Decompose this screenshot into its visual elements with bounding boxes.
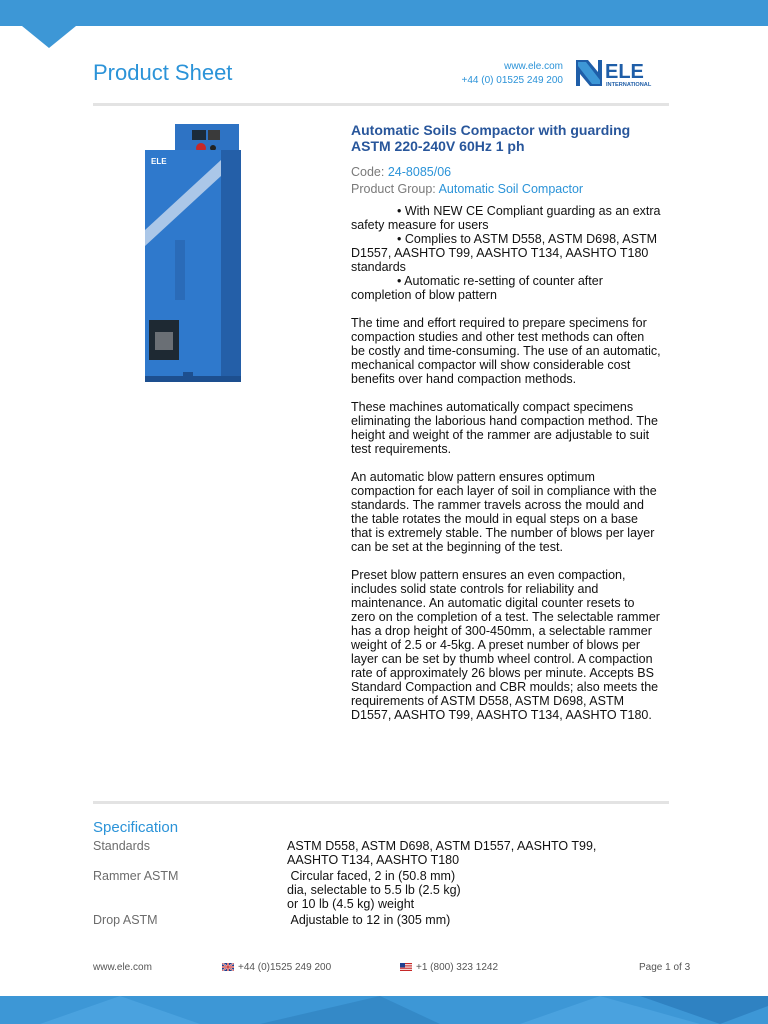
header-bar (0, 0, 768, 26)
us-flag-icon (400, 963, 412, 971)
feature-item: • With NEW CE Compliant guarding as an extra safety measure for users (351, 204, 661, 232)
page-title: Product Sheet (93, 60, 233, 85)
group-label: Product Group: (351, 182, 436, 196)
spec-value: Circular faced, 2 in (50.8 mm) dia, selectable to 5.5 lb (2.5 kg) or 10 lb (4.5 kg) weight (287, 869, 465, 911)
header-notch (22, 26, 76, 48)
spec-value: Adjustable to 12 in (305 mm) (287, 913, 451, 927)
logo-subtext: INTERNATIONAL (606, 82, 652, 88)
product-group-line (351, 181, 661, 198)
spec-label: Standards (93, 839, 150, 853)
specification-heading: Specification (93, 819, 179, 836)
product-title: Automatic Soils Compactor with guarding ASTM 220-240V 60Hz 1 ph (351, 122, 631, 154)
machine-label: ELE (151, 157, 167, 166)
footer-website-link[interactable]: www.ele.com (93, 962, 152, 973)
footer-bar (0, 996, 768, 1024)
feature-item: • Complies to ASTM D558, ASTM D698, ASTM D1557, AASHTO T99, AASHTO T134, AASHTO T180 standards (351, 232, 658, 274)
product-code-line (351, 164, 661, 181)
footer-pattern (0, 996, 768, 1024)
product-image (93, 120, 308, 385)
footer-us-phone (400, 962, 498, 973)
description-paragraph: These machines automatically compact specimens eliminating the laborious hand compaction method. The height and weight of the rammer are adjustable to suit test requirements. (351, 400, 658, 456)
page-number: Page 1 of 3 (639, 962, 691, 973)
header-website-link[interactable]: www.ele.com (504, 61, 563, 72)
feature-list (351, 204, 661, 302)
spec-label: Drop ASTM (93, 913, 158, 927)
us-phone-text: +1 (800) 323 1242 (416, 962, 499, 973)
description-paragraph: The time and effort required to prepare specimens for compaction studies and other test methods can often be costly and time-consuming. The use of an automatic, mechanical compactor will show considerable cost benefits over hand compaction methods. (351, 316, 661, 386)
feature-item: • Automatic re-setting of counter after completion of blow pattern (351, 274, 603, 302)
footer-uk-phone (222, 962, 331, 973)
header-contact (462, 60, 563, 88)
product-details (351, 122, 661, 722)
header-phone: +44 (0) 01525 249 200 (461, 75, 563, 86)
header-divider (93, 103, 669, 106)
description-paragraph: Preset blow pattern ensures an even compaction, includes solid state controls for reliability and maintenance. An automatic digital counter resets to zero on the completion of a test. The selectable rammer has a drop height of 300-450mm, a selectable rammer weight of 2.5 or 4-5kg. A preset number of blows per layer can be set by thumb wheel control. A compaction rate of approximately 26 blows per minute. Accepts BS Standard Compaction and CBR moulds; also meets the requirements of ASTM D558, ASTM D698, ASTM D1557, AASHTO T99, AASHTO T134, AASHTO T180. (351, 568, 660, 722)
uk-flag-icon (222, 963, 234, 971)
spec-value: ASTM D558, ASTM D698, ASTM D1557, AASHTO T99, AASHTO T134, AASHTO T180 (287, 839, 597, 867)
product-code: 24-8085/06 (387, 165, 452, 179)
spec-label: Rammer ASTM (93, 869, 179, 883)
product-group-link[interactable]: Automatic Soil Compactor (438, 182, 584, 196)
uk-phone-text: +44 (0)1525 249 200 (238, 962, 332, 973)
section-divider (93, 801, 669, 804)
code-label: Code: (351, 165, 385, 179)
logo-text: ELE (605, 61, 644, 83)
description-paragraph: An automatic blow pattern ensures optimum compaction for each layer of soil in compliance with the standards. The rammer travels across the mould and the table rotates the mould in equal steps on a base that is extremely stable. The number of blows per layer can be set at the beginning of the test. (351, 470, 657, 554)
ele-logo (576, 58, 672, 88)
